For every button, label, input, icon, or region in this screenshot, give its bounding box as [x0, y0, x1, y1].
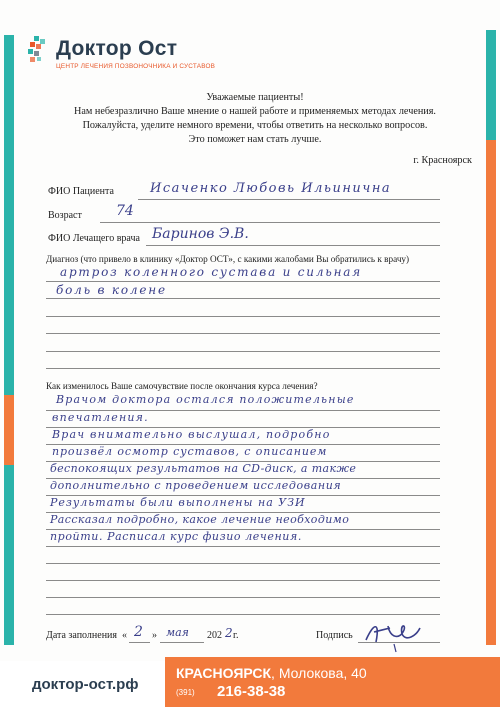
- signature-text: Ив: [360, 618, 362, 619]
- greeting-line-3: Пожалуйста, уделите немного времени, чтобы ответить на несколько вопросов.: [82, 120, 428, 131]
- date-open-quote: «: [122, 630, 127, 641]
- feedback-answer-line-1[interactable]: Врачом доктора остался положительные: [56, 393, 355, 406]
- feedback-rule-10: [46, 563, 440, 564]
- year-suffix: г.: [233, 630, 239, 641]
- month-rule: [160, 642, 204, 643]
- signature-label: Подпись: [316, 630, 353, 641]
- greeting-line-4: Это поможет нам стать лучше.: [188, 134, 322, 145]
- feedback-rule-12: [46, 597, 440, 598]
- date-day[interactable]: 2: [134, 624, 143, 640]
- brand-name: Доктор Ост: [56, 37, 178, 60]
- diagnosis-rule-6: [46, 368, 440, 369]
- left-orange-accent: [4, 395, 14, 465]
- footer-site-link[interactable]: доктор-ост.рф: [32, 676, 139, 693]
- diagnosis-question: Диагноз (что привело в клинику «Доктор ОСТ», с какими жалобами Вы обратились к врачу): [46, 254, 410, 264]
- feedback-answer-line-9[interactable]: пройти. Расписал курс физио лечения.: [50, 530, 302, 543]
- signature-mark: [360, 618, 430, 654]
- feedback-question: Как изменилось Ваше самочувствие после окончания курса лечения?: [46, 381, 318, 391]
- left-teal-bar: [4, 35, 14, 645]
- age-rule: [100, 222, 440, 223]
- year-digit[interactable]: 2: [225, 626, 233, 640]
- date-label: Дата заполнения: [46, 630, 117, 641]
- brand-subtitle: ЦЕНТР ЛЕЧЕНИЯ ПОЗВОНОЧНИКА И СУСТАВОВ: [56, 63, 216, 70]
- year-prefix: 202: [207, 630, 222, 641]
- footer: [0, 657, 500, 707]
- age-value[interactable]: 74: [116, 203, 134, 219]
- footer-contact-panel: [165, 657, 500, 707]
- diagnosis-rule-4: [46, 333, 440, 334]
- doctor-label: ФИО Лечащего врача: [48, 233, 140, 244]
- city-label: г. Красноярск: [413, 155, 472, 166]
- diagnosis-rule-5: [46, 351, 440, 352]
- feedback-rule-9: [46, 546, 440, 547]
- day-rule: [129, 642, 150, 643]
- footer-phone[interactable]: 216-38-38: [217, 683, 286, 700]
- doctor-rule: [146, 245, 440, 246]
- patient-rule: [138, 199, 440, 200]
- feedback-answer-line-3[interactable]: Врач внимательно выслушал, подробно: [52, 428, 331, 441]
- date-month[interactable]: мая: [166, 626, 189, 639]
- feedback-rule-11: [46, 580, 440, 581]
- diagnosis-answer-line-1[interactable]: артроз коленного сустава и сильная: [60, 265, 363, 279]
- feedback-answer-line-2[interactable]: впечатления.: [52, 411, 149, 424]
- doctor-value[interactable]: Баринов Э.В.: [152, 226, 249, 242]
- feedback-answer-line-6[interactable]: дополнительно с проведением исследования: [50, 479, 342, 492]
- feedback-rule-13: [46, 614, 440, 615]
- clinic-logo: [26, 36, 216, 76]
- greeting-block: [60, 91, 450, 147]
- diagnosis-rule-2: [46, 298, 440, 299]
- logo-mark-icon: [26, 36, 52, 64]
- patient-label: ФИО Пациента: [48, 186, 114, 197]
- diagnosis-answer-line-2[interactable]: боль в колене: [56, 283, 167, 297]
- age-label: Возраст: [48, 210, 82, 221]
- date-close-quote: »: [152, 630, 157, 641]
- footer-address: [176, 665, 367, 681]
- feedback-answer-line-5[interactable]: беспокоящих результатов на CD-диск, а также: [50, 462, 357, 475]
- footer-phone-prefix: (391): [176, 688, 195, 697]
- greeting-line-2: Нам небезразлично Ваше мнение о нашей работе и применяемых методах лечения.: [74, 106, 436, 117]
- diagnosis-rule-3: [46, 316, 440, 317]
- greeting-line-1: Уважаемые пациенты!: [206, 92, 304, 103]
- feedback-answer-line-4[interactable]: произвёл осмотр суставов, с описанием: [52, 445, 328, 458]
- feedback-answer-line-7[interactable]: Результаты были выполнены на УЗИ: [50, 496, 306, 509]
- feedback-answer-line-8[interactable]: Рассказал подробно, какое лечение необходимо: [50, 513, 350, 526]
- diagnosis-rule-1: [46, 281, 440, 282]
- footer-street: , Молокова, 40: [271, 665, 367, 681]
- right-teal-accent: [486, 30, 496, 140]
- footer-city: КРАСНОЯРСК: [176, 665, 272, 681]
- patient-value[interactable]: Исаченко Любовь Ильинична: [150, 181, 392, 196]
